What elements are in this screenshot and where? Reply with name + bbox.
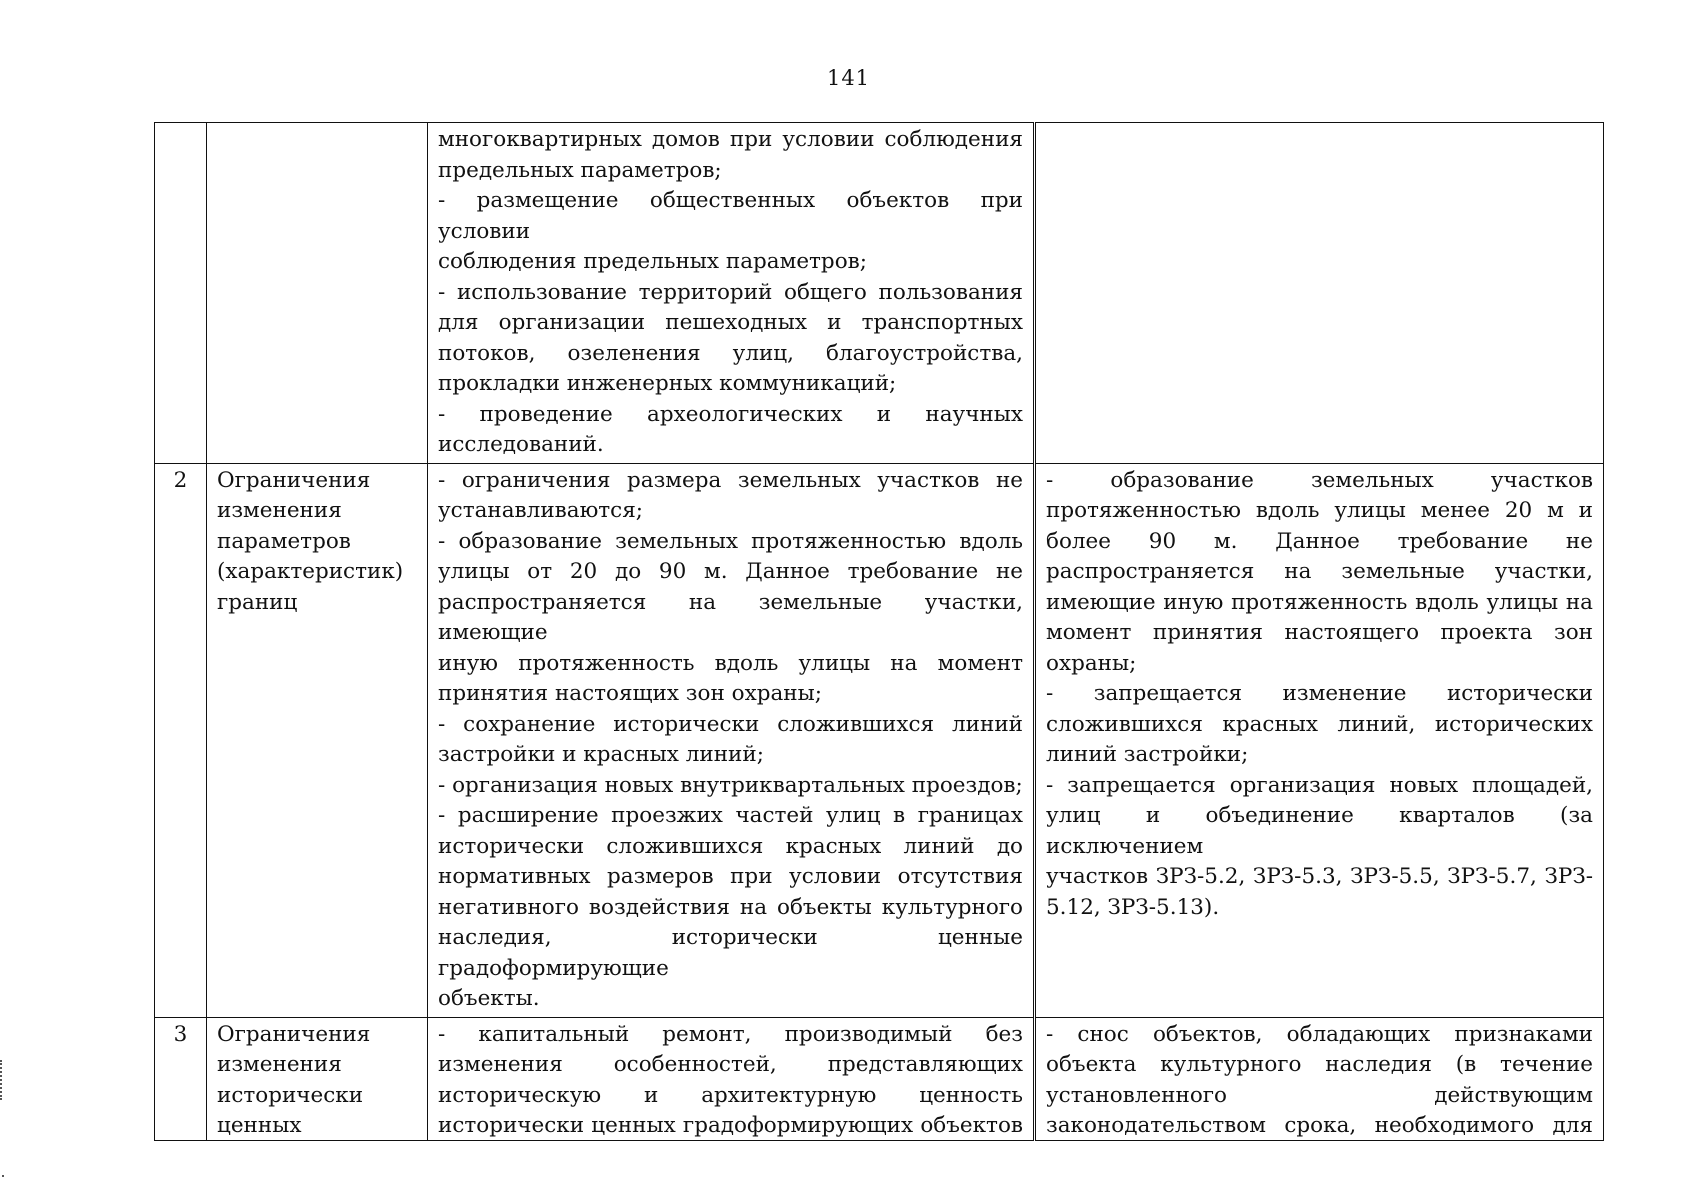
line-list (1046, 1020, 1593, 1138)
text-line: - сохранение исторически сложившихся линий (438, 711, 1023, 737)
text-line: устанавливаются; (438, 498, 644, 523)
text-line: наследия, исторически ценные градоформирующие (438, 925, 1023, 981)
text-line: - использование территорий общего пользования (438, 279, 1023, 305)
text-line: имеющие иную протяженность вдоль улицы на (1046, 589, 1593, 615)
table-row (155, 123, 1604, 464)
text-line: изменения (217, 1052, 342, 1077)
text-line: Ограничения (217, 467, 371, 493)
text-line: иную протяженность вдоль улицы на момент (438, 650, 1023, 676)
text-line: параметров (217, 528, 351, 554)
text-line: линий застройки; (1046, 742, 1249, 767)
text-line: распространяется на земельные участки, имеющие (438, 589, 1023, 645)
text-line: - образование земельных протяженностью вдоль (438, 528, 1023, 554)
text-line: 5.12, ЗРЗ-5.13). (1046, 894, 1220, 920)
line-list (217, 1020, 417, 1138)
line-list (217, 466, 417, 619)
text-line: предельных параметров; (438, 157, 722, 183)
text-line: исторически (217, 1082, 364, 1108)
row-number-cell: 3 (155, 1017, 207, 1140)
text-line: негативного воздействия на объекты культурного (438, 894, 1023, 920)
row-name-cell (207, 463, 428, 1017)
line-list (438, 466, 1023, 1015)
text-line: улицы от 20 до 90 м. Данное требование не (438, 559, 1023, 584)
text-line: - организация новых внутриквартальных проездов; (438, 772, 1023, 798)
text-line: объекты. (438, 986, 540, 1011)
text-line: улиц и объединение кварталов (за исключением (1046, 803, 1593, 859)
text-line: Ограничения (217, 1021, 371, 1047)
text-line: объекта культурного наследия (в течение (1046, 1052, 1593, 1077)
text-line: исторически сложившихся красных линий до (438, 833, 1023, 859)
text-line: - расширение проезжих частей улиц в границах (438, 803, 1023, 828)
text-line: историческую и архитектурную ценность (438, 1082, 1023, 1108)
text-line: изменения (217, 498, 342, 523)
table-row (155, 463, 1604, 1017)
text-line: момент принятия настоящего проекта зон (1046, 620, 1593, 645)
text-line: потоков, озеленения улиц, благоустройства, (438, 340, 1023, 366)
text-line: - запрещается изменение исторически (1046, 681, 1593, 706)
page-number: 141 (826, 66, 871, 90)
row-name-cell (207, 123, 428, 464)
text-line: прокладки инженерных коммуникаций; (438, 371, 897, 396)
text-line: - капитальный ремонт, производимый без (438, 1021, 1023, 1047)
text-line: границ (217, 589, 298, 615)
text-line: - размещение общественных объектов при условии (438, 188, 1023, 244)
row-name-cell (207, 1017, 428, 1140)
text-line: распространяется на земельные участки, (1046, 559, 1593, 584)
text-line: законодательством срока, необходимого для (1046, 1113, 1593, 1138)
text-line: сложившихся красных линий, исторических (1046, 711, 1593, 737)
scan-margin-dot (2, 1175, 4, 1177)
text-line: исторически ценных градоформирующих объектов (438, 1113, 1023, 1138)
text-line: более 90 м. Данное требование не (1046, 528, 1593, 554)
text-line: принятия настоящих зон охраны; (438, 681, 822, 706)
prohibited-cell (1035, 463, 1604, 1017)
text-line: - проведение археологических и научных (438, 401, 1023, 427)
row-number-cell: 2 (155, 463, 207, 1017)
text-line: установленного действующим (1046, 1082, 1593, 1108)
scan-margin-mark (0, 1060, 6, 1100)
text-line: охраны; (1046, 650, 1137, 676)
line-list (438, 1020, 1023, 1138)
text-line: ценных (217, 1113, 302, 1138)
table-row (155, 1017, 1604, 1140)
permitted-cell (428, 123, 1035, 464)
text-line: соблюдения предельных параметров; (438, 249, 867, 274)
restrictions-table (154, 122, 1604, 1141)
text-line: изменения особенностей, представляющих (438, 1052, 1023, 1077)
text-line: протяженностью вдоль улицы менее 20 м и (1046, 498, 1593, 523)
text-line: исследований. (438, 432, 604, 457)
text-line: многоквартирных домов при условии соблюдения (438, 127, 1023, 152)
line-list (1046, 466, 1593, 924)
permitted-cell (428, 463, 1035, 1017)
prohibited-cell (1035, 1017, 1604, 1140)
text-line: - ограничения размера земельных участков не (438, 467, 1023, 493)
text-line: - запрещается организация новых площадей, (1046, 772, 1593, 798)
text-line: - образование земельных участков (1046, 467, 1593, 493)
text-line: - снос объектов, обладающих признаками (1046, 1021, 1593, 1047)
text-line: для организации пешеходных и транспортных (438, 310, 1023, 335)
text-line: (характеристик) (217, 559, 404, 584)
text-line: участков ЗРЗ-5.2, ЗРЗ-5.3, ЗРЗ-5.5, ЗРЗ-5.7, ЗРЗ- (1046, 864, 1593, 889)
prohibited-cell (1035, 123, 1604, 464)
permitted-cell (428, 1017, 1035, 1140)
line-list (438, 125, 1023, 461)
row-number-cell (155, 123, 207, 464)
text-line: застройки и красных линий; (438, 742, 764, 767)
text-line: нормативных размеров при условии отсутствия (438, 864, 1023, 889)
